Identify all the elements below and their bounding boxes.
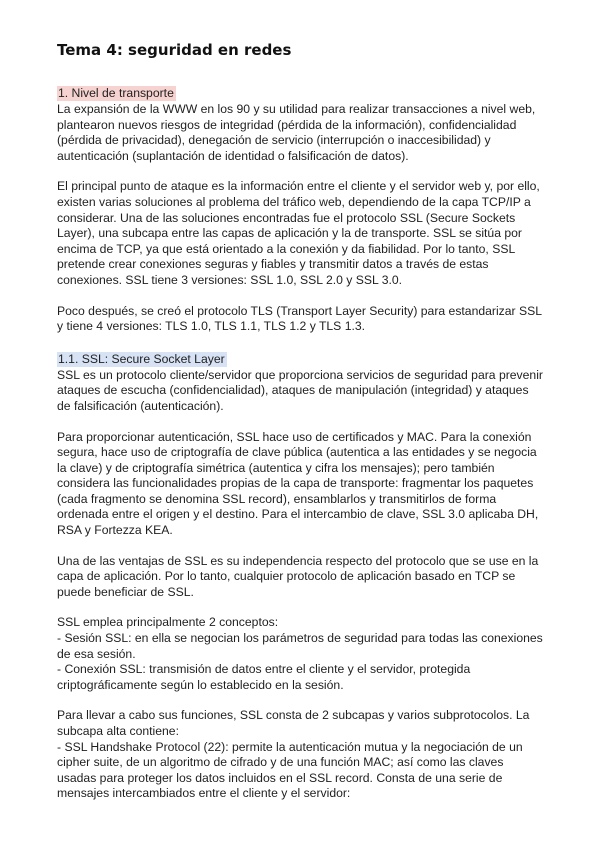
paragraph: Para proporcionar autenticación, SSL hace uso de certificados y MAC. Para la conexión segura, hace uso de criptografía de clave pública (autentica a las entidades y se negocia la clave) y de criptografía simétrica (autentica y cifra los mensajes); pero también considera las funcionalidades propias de la capa de transporte: fragmentar los paquetes (cada fragmento se denomina SSL record), ensamblarlos y transmitirlos de forma ordenada entre el origen y el destino. Para el intercambio de clave, SSL 3.0 aplicaba DH, RSA y Fortezza KEA. [57,429,539,538]
concepts-list [57,615,544,693]
section-ssl [57,350,544,802]
list-item: - Sesión SSL: en ella se negocian los parámetros de seguridad para todas las conexiones de esa sesión. [57,631,543,661]
list-item: - SSL Handshake Protocol (22): permite la autenticación mutua y la negociación de un cipher suite, de un algoritmo de cifrado y de una función MAC; así como las claves usadas para proteger los datos incluidos en el SSL record. Consta de una serie de mensajes intercambiados entre el cliente y el servidor: [57,739,523,801]
list-intro: Para llevar a cabo sus funciones, SSL consta de 2 subcapas y varios subprotocolos. La subcapa alta contiene: [57,708,530,738]
list-item: - Conexión SSL: transmisión de datos entre el cliente y el servidor, protegida criptográficamente según lo establecido en la sesión. [57,662,471,692]
paragraph: Una de las ventajas de SSL es su independencia respecto del protocolo que se use en la capa de aplicación. Por lo tanto, cualquier protocolo de aplicación basado en TCP se puede beneficiar de SSL. [57,553,539,599]
subcapas-list [57,708,544,802]
list-intro: SSL emplea principalmente 2 conceptos: [57,615,279,630]
paragraph: Poco después, se creó el protocolo TLS (Transport Layer Security) para estandarizar SSL y tiene 4 versiones: TLS 1.0, TLS 1.1, TLS 1.2 y TLS 1.3. [57,303,542,334]
section-nivel-transporte [57,84,544,335]
subsection-heading: 1.1. SSL: Secure Socket Layer [58,351,225,366]
page-title: Tema 4: seguridad en redes [57,41,292,59]
section-heading: 1. Nivel de transporte [58,86,174,100]
paragraph: SSL es un protocolo cliente/servidor que proporciona servicios de seguridad para prevenir ataques de escucha (confidencialidad), ataques de manipulación (integridad) y ataques de falsificación (autenticación). [57,367,543,413]
paragraph: El principal punto de ataque es la información entre el cliente y el servidor web y, por ello, existen varias soluciones al problema del tráfico web, dependiendo de la capa TCP/IP a considerar. Una de las soluciones encontradas fue el protocolo SSL (Secure Sockets Layer), una subcapa entre las capas de aplicación y la de transporte. SSL se sitúa por encima de TCP, ya que está orientado a la conexión y da fiabilidad. Por lo tanto, SSL pretende crear conexiones seguras y fiables y transmitir datos a través de estas conexiones. SSL tiene 3 versiones: SSL 1.0, SSL 2.0 y SSL 3.0. [57,179,540,287]
paragraph: La expansión de la WWW en los 90 y su utilidad para realizar transacciones a nivel web, plantearon nuevos riesgos de integridad (pérdida de la información), confidencialidad (pérdida de privacidad), denegación de servicio (interrupción o inaccesibilidad) y autenticación (suplantación de identidad o falsificación de datos). [57,102,536,163]
